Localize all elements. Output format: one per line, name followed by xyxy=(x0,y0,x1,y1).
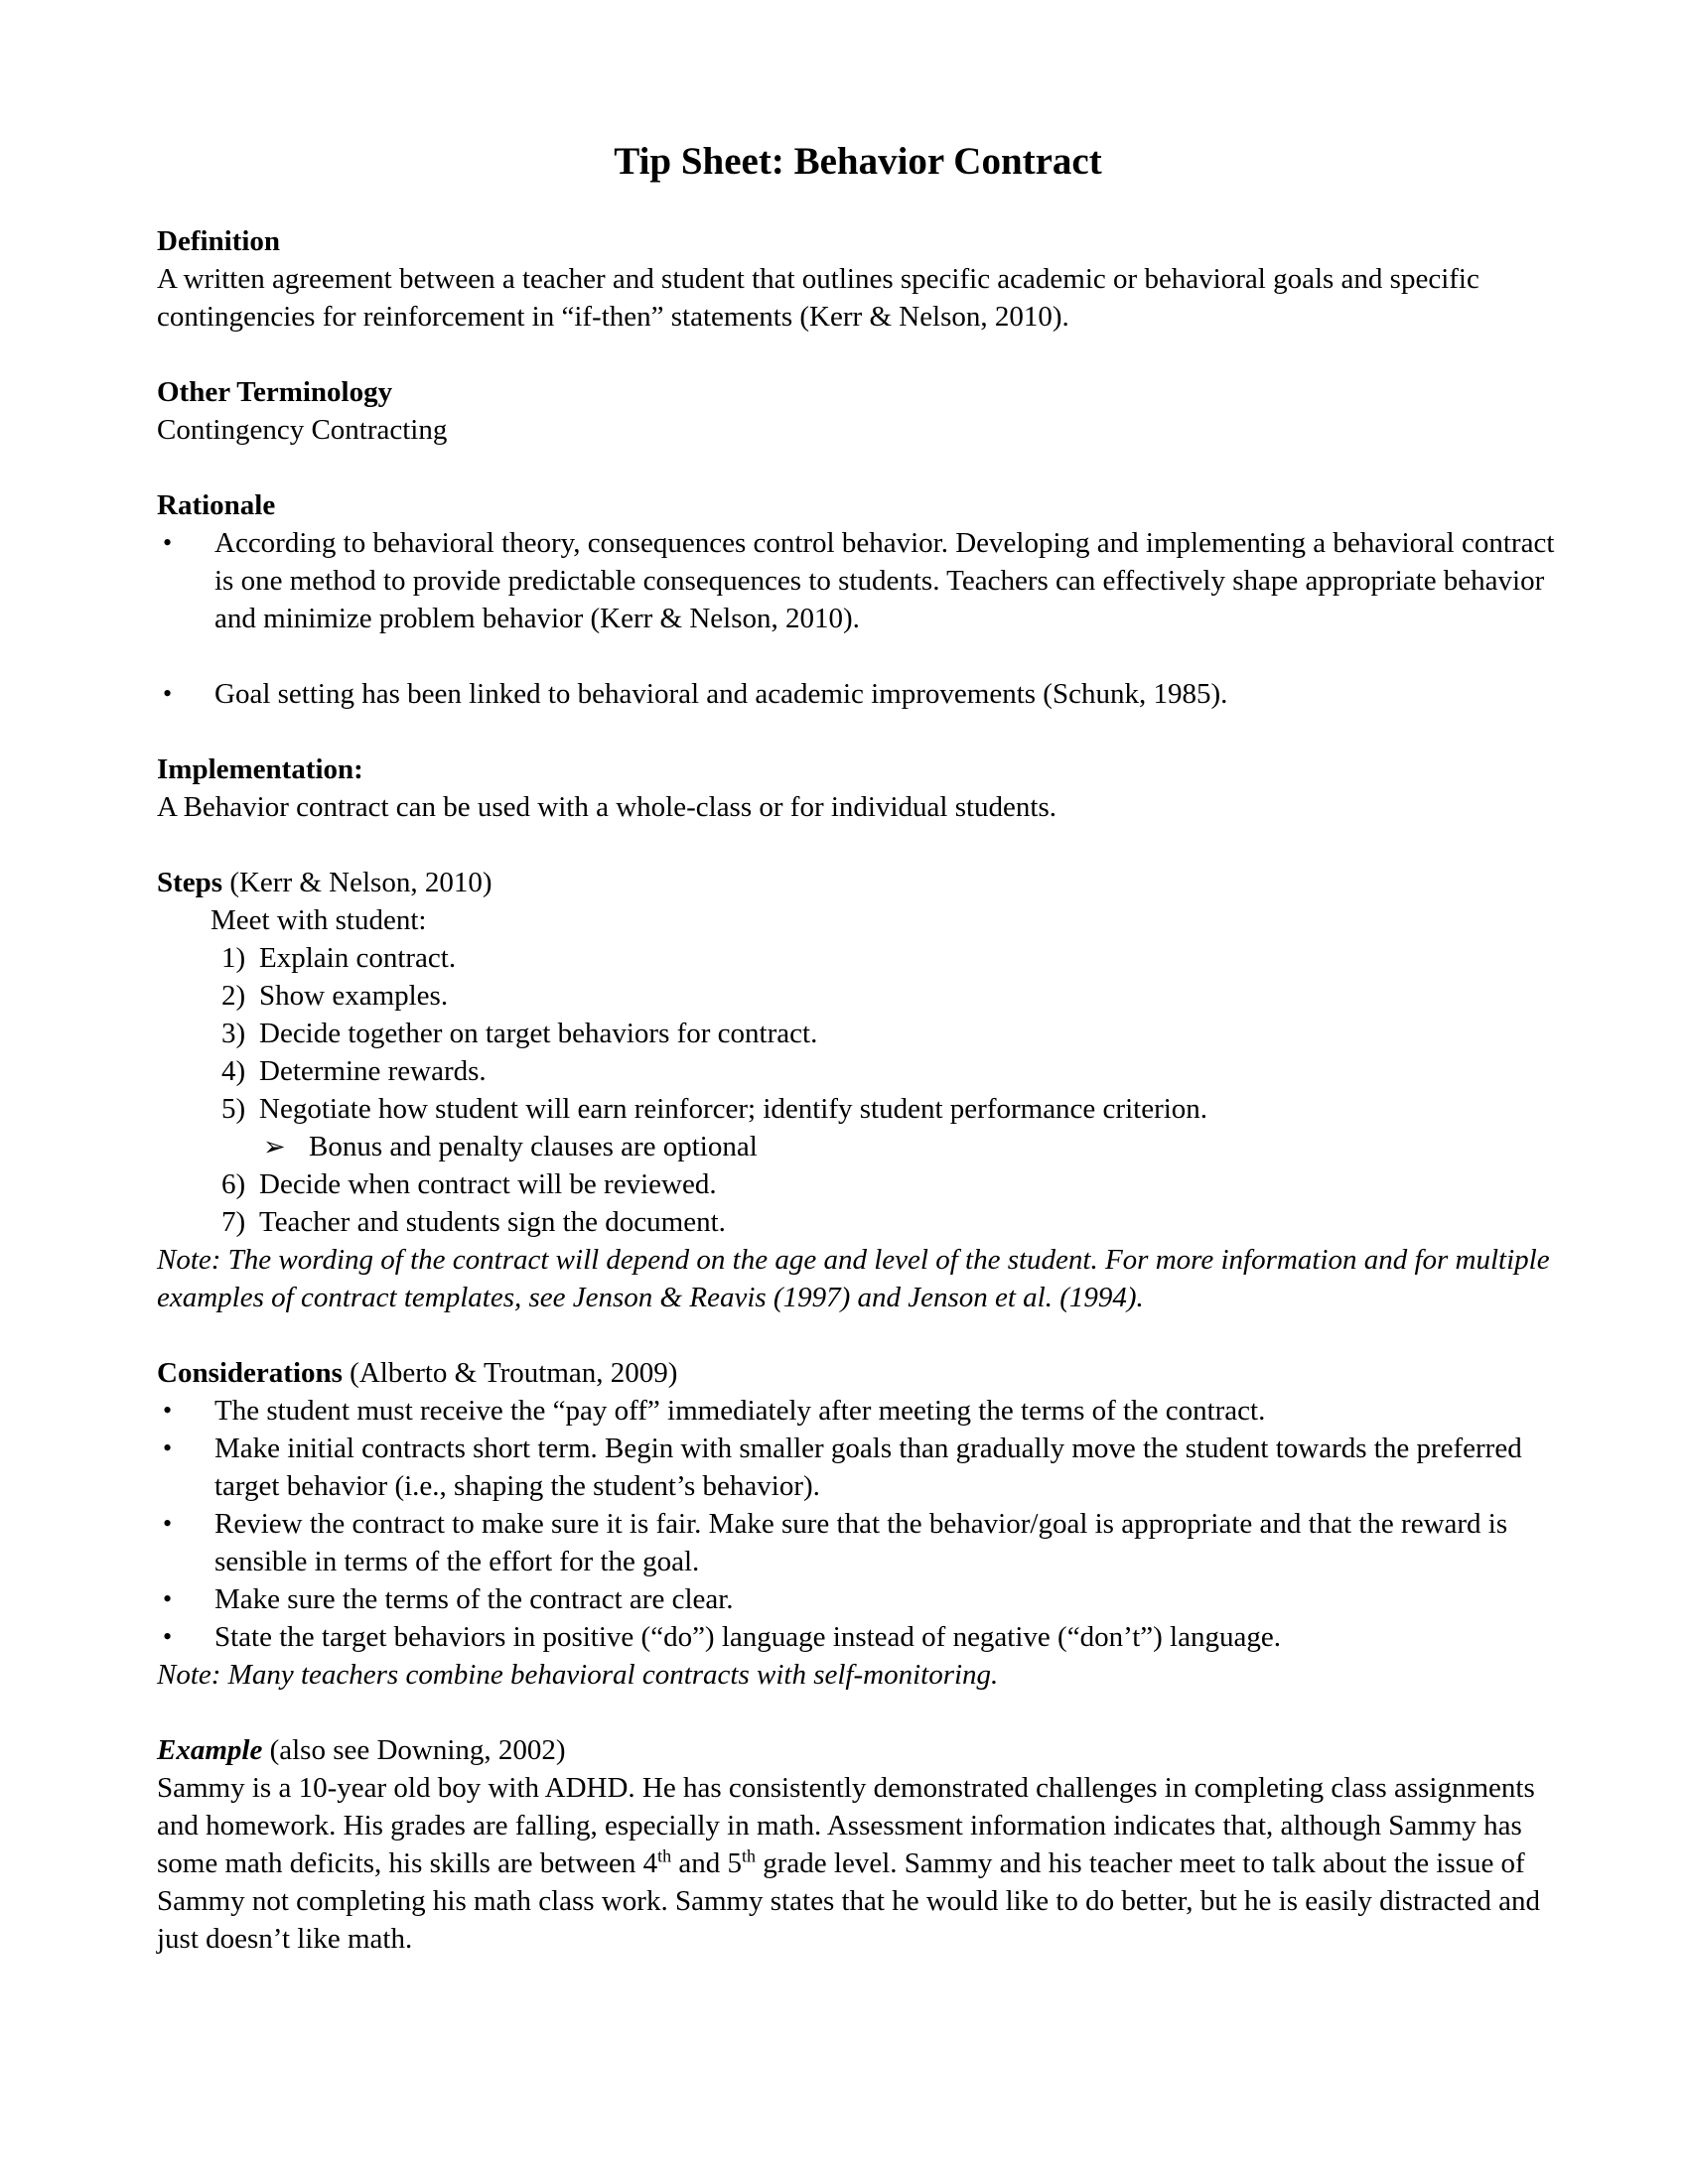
steps-note: Note: The wording of the contract will depend on the age and level of the student. For more information and for multiple examples of contract templates, see Jenson & Reavis (1997) and Jenson et al. (1994). xyxy=(157,1244,1550,1313)
considerations-bullet-2 xyxy=(157,1430,1559,1505)
section-considerations xyxy=(157,1354,1559,1694)
section-steps xyxy=(157,864,1559,1316)
definition-heading: Definition xyxy=(157,225,281,257)
step-sub-bullet xyxy=(263,1128,1559,1165)
bullet-marker-icon: • xyxy=(163,1433,173,1462)
bullet-marker-icon: • xyxy=(163,1396,173,1425)
considerations-heading-rest: (Alberto & Troutman, 2009) xyxy=(342,1357,678,1389)
considerations-bullet-1 xyxy=(157,1392,1559,1430)
steps-heading xyxy=(157,864,1559,901)
section-example xyxy=(157,1731,1559,1958)
other-terminology-body: Contingency Contracting xyxy=(157,414,448,446)
step-item-6-text: Decide when contract will be reviewed. xyxy=(259,1168,717,1200)
example-heading-rest: (also see Downing, 2002) xyxy=(262,1734,566,1766)
step-item-1 xyxy=(157,939,1559,977)
example-heading xyxy=(157,1731,1559,1769)
considerations-bullet-5 xyxy=(157,1618,1559,1656)
example-body-part-3: grade level. Sammy and his teacher meet to talk about the issue of Sammy not completing his math class work. Sammy states that he would like to do better, but he is easily distracted and just doesn’t like math. xyxy=(157,1847,1541,1955)
rationale-bullet-1 xyxy=(157,524,1559,637)
steps-heading-rest: (Kerr & Nelson, 2010) xyxy=(222,867,492,898)
page-title: Tip Sheet: Behavior Contract xyxy=(614,140,1102,183)
considerations-bullet-5-text: State the target behaviors in positive (“do”) language instead of negative (“don’t”) language. xyxy=(214,1621,1281,1653)
step-item-3-text: Decide together on target behaviors for contract. xyxy=(259,1018,818,1049)
considerations-heading-bold: Considerations xyxy=(157,1357,343,1389)
number-marker: 4) xyxy=(221,1055,246,1087)
section-implementation xyxy=(157,751,1559,826)
step-sub-bullet-text: Bonus and penalty clauses are optional xyxy=(309,1131,758,1162)
step-item-2-text: Show examples. xyxy=(259,980,449,1012)
bullet-marker-icon: • xyxy=(163,1584,173,1613)
implementation-body: A Behavior contract can be used with a whole-class or for individual students. xyxy=(157,791,1057,823)
number-marker: 1) xyxy=(221,942,246,974)
considerations-bullet-4-text: Make sure the terms of the contract are clear. xyxy=(214,1583,734,1615)
rationale-bullet-2 xyxy=(157,675,1559,713)
rationale-bullet-1-text: According to behavioral theory, consequences control behavior. Developing and implementing a behavioral contract is one method to provide predictable consequences to students. Teachers can effectively shape appropriate behavior and minimize problem behavior (Kerr & Nelson, 2010). xyxy=(214,527,1555,634)
number-marker: 2) xyxy=(221,980,246,1012)
bullet-marker-icon: • xyxy=(163,1622,173,1651)
superscript-th: th xyxy=(657,1845,672,1866)
considerations-bullet-4 xyxy=(157,1580,1559,1618)
step-item-4-text: Determine rewards. xyxy=(259,1055,487,1087)
bullet-marker-icon: • xyxy=(163,679,173,708)
steps-intro: Meet with student: xyxy=(211,904,427,936)
section-definition xyxy=(157,222,1559,336)
example-body xyxy=(157,1769,1559,1958)
number-marker: 3) xyxy=(221,1018,246,1049)
steps-heading-bold: Steps xyxy=(157,867,223,898)
step-item-7-text: Teacher and students sign the document. xyxy=(259,1206,726,1238)
number-marker: 7) xyxy=(221,1206,246,1238)
step-item-7 xyxy=(157,1203,1559,1241)
number-marker: 5) xyxy=(221,1093,246,1125)
bullet-marker-icon: • xyxy=(163,528,173,557)
rationale-heading: Rationale xyxy=(157,489,276,521)
section-rationale xyxy=(157,486,1559,713)
step-item-5 xyxy=(157,1090,1559,1128)
example-body-part-1: Sammy is a 10-year old boy with ADHD. He has consistently demonstrated challenges in completing class assignments and homework. His grades are falling, especially in math. Assessment information indicates that, although Sammy has some math deficits, his skills are between 4 xyxy=(157,1772,1535,1879)
superscript-th: th xyxy=(742,1845,757,1866)
section-other-terminology xyxy=(157,373,1559,449)
bullet-marker-icon: • xyxy=(163,1509,173,1538)
rationale-bullet-2-text: Goal setting has been linked to behavioral and academic improvements (Schunk, 1985). xyxy=(214,678,1228,710)
implementation-heading: Implementation: xyxy=(157,753,363,785)
step-item-4 xyxy=(157,1052,1559,1090)
considerations-bullet-3-text: Review the contract to make sure it is fair. Make sure that the behavior/goal is appropriate and that the reward is sensible in terms of the effort for the goal. xyxy=(214,1508,1508,1577)
considerations-heading xyxy=(157,1354,1559,1392)
considerations-bullet-2-text: Make initial contracts short term. Begin with smaller goals than gradually move the student towards the preferred target behavior (i.e., shaping the student’s behavior). xyxy=(214,1433,1522,1502)
example-body-part-2: and 5 xyxy=(671,1847,743,1879)
arrow-bullet-icon: ➢ xyxy=(263,1132,286,1161)
step-item-2 xyxy=(157,977,1559,1015)
definition-body: A written agreement between a teacher and student that outlines specific academic or behavioral goals and specific contingencies for reinforcement in “if-then” statements (Kerr & Nelson, 2010). xyxy=(157,263,1479,333)
step-item-1-text: Explain contract. xyxy=(259,942,457,974)
example-heading-bold-italic: Example xyxy=(157,1734,263,1766)
step-item-5-text: Negotiate how student will earn reinforcer; identify student performance criterion. xyxy=(259,1093,1208,1125)
other-terminology-heading: Other Terminology xyxy=(157,376,393,408)
considerations-bullet-1-text: The student must receive the “pay off” immediately after meeting the terms of the contract. xyxy=(214,1395,1266,1427)
considerations-note: Note: Many teachers combine behavioral contracts with self-monitoring. xyxy=(157,1659,999,1691)
step-item-6 xyxy=(157,1165,1559,1203)
number-marker: 6) xyxy=(221,1168,246,1200)
considerations-bullet-3 xyxy=(157,1505,1559,1580)
step-item-3 xyxy=(157,1015,1559,1052)
